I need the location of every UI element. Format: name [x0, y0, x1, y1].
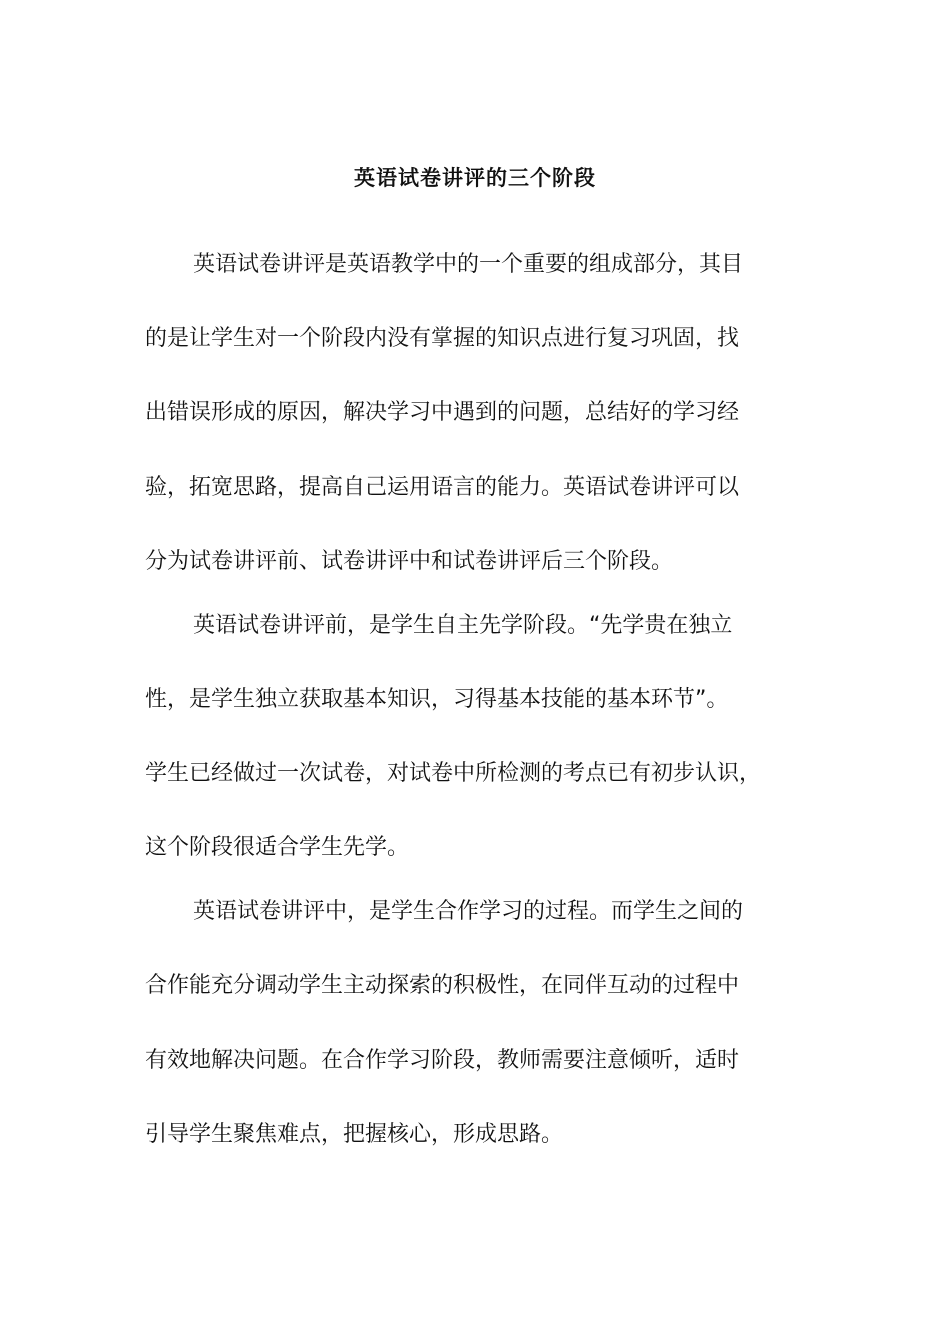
paragraph-3-line-3: 有效地解决问题。在合作学习阶段，教师需要注意倾听，适时 — [145, 1048, 740, 1073]
paragraph-2-line-1: 英语试卷讲评前，是学生自主先学阶段。“先学贵在独立 — [193, 613, 733, 638]
paragraph-3-line-4: 引导学生聚焦难点，把握核心，形成思路。 — [145, 1122, 564, 1147]
paragraph-3-line-2: 合作能充分调动学生主动探索的积极性，在同伴互动的过程中 — [145, 973, 740, 998]
paragraph-1-line-5: 分为试卷讲评前、试卷讲评中和试卷讲评后三个阶段。 — [145, 549, 674, 574]
paragraph-2-line-4: 这个阶段很适合学生先学。 — [145, 835, 410, 860]
paragraph-2-line-3: 学生已经做过一次试卷，对试卷中所检测的考点已有初步认识， — [145, 761, 762, 786]
paragraph-3-line-1: 英语试卷讲评中，是学生合作学习的过程。而学生之间的 — [193, 899, 744, 924]
paragraph-2-line-2: 性，是学生独立获取基本知识，习得基本技能的基本环节”。 — [145, 687, 729, 712]
paragraph-1-line-2: 的是让学生对一个阶段内没有掌握的知识点进行复习巩固，找 — [145, 326, 740, 351]
paragraph-1-line-4: 验，拓宽思路，提高自己运用语言的能力。英语试卷讲评可以 — [145, 475, 740, 500]
document-title: 英语试卷讲评的三个阶段 — [354, 166, 596, 190]
paragraph-1-line-1: 英语试卷讲评是英语教学中的一个重要的组成部分，其目 — [193, 252, 744, 277]
paragraph-1-line-3: 出错误形成的原因，解决学习中遇到的问题，总结好的学习经 — [145, 400, 740, 425]
